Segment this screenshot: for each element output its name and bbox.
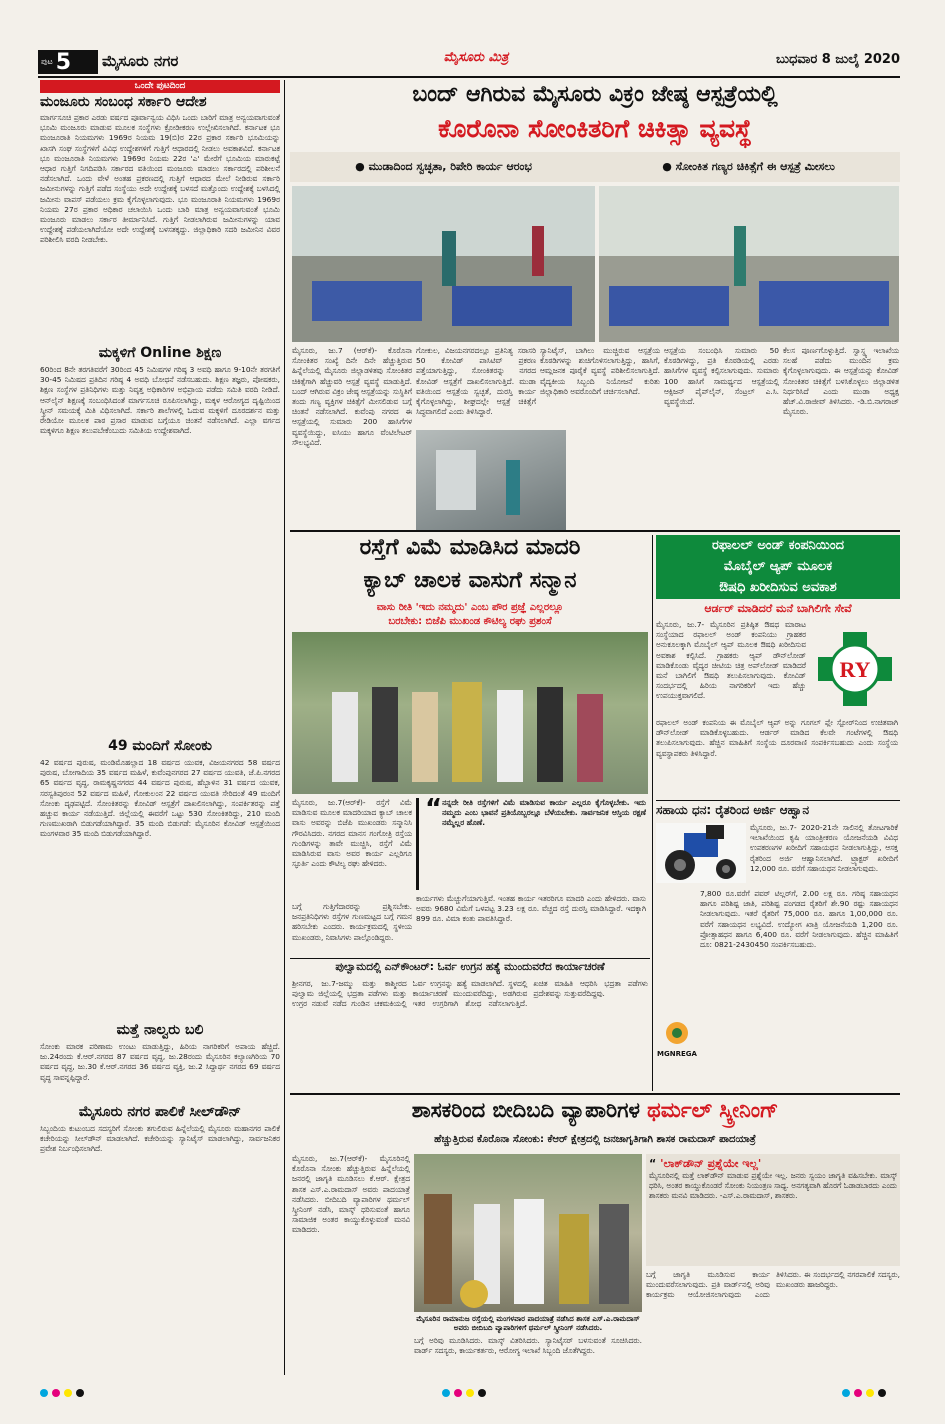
mla-photo: [414, 1154, 642, 1312]
hospital-inset-photo: [416, 430, 566, 530]
page-number-box: [38, 50, 98, 74]
pharmacy-logo: [812, 626, 898, 712]
hospital-room-illustration: [599, 186, 899, 342]
cab-headline-2: ಕ್ಯಾಬ್ ಚಾಲಕ ವಾಸುಗೆ ಸನ್ಮಾನ: [363, 568, 577, 593]
cab-bottom-rule: [290, 958, 650, 959]
cmyk-marks-left: [38, 1382, 98, 1392]
pharmacy-headline-1: ರಫಾಲಲ್ ಅಂಡ್ ಕಂಪನಿಯಿಂದ: [711, 538, 845, 553]
lockdown-quote-body: ಮೈಸೂರಿನಲ್ಲಿ ಮತ್ತೆ ಲಾಕ್‌ಡೌನ್ ಮಾಡುವ ಪ್ರಶ್ನೆಯೇ ಇಲ್ಲ. ಜನರು ಸ್ವಯಂ ಜಾಗೃತಿ ವಹಿಸಬೇಕು. ಮಾಸ್ಕ್ ಧರಿಸಿ, ಅಂತರ ಕಾಯ್ದುಕೊಂಡರೆ ಸೋಂಕು ನಿಯಂತ್ರಣ ಸಾಧ್ಯ. ಅನಗತ್ಯವಾಗಿ ಹೊರಗೆ ಓಡಾಡಬಾರದು ಎಂದು ಶಾಸಕರು ಮನವಿ ಮಾಡಿದರು. -ಎಸ್.ಎ.ರಾಮದಾಸ್, ಶಾಸಕರು.: [649, 1171, 897, 1201]
cmyk-black-dot: [478, 1389, 486, 1397]
encounter-body: ಶ್ರೀನಗರ, ಜು.7-ಜಮ್ಮು ಮತ್ತು ಕಾಶ್ಮೀರದ ಪುಲ್ವಾಮ ಜಿಲ್ಲೆಯಲ್ಲಿ ಭದ್ರತಾ ಪಡೆಗಳು ಮತ್ತು ಉಗ್ರರ ನಡುವೆ ನಡೆದ ಗುಂಡಿನ ಚಕಮಕಿಯಲ್ಲಿ ಓರ್ವ ಉಗ್ರನನ್ನು ಹತ್ಯೆ ಮಾಡಲಾಗಿದೆ. ಸ್ಥಳದಲ್ಲಿ ಕಾರ್ಯಾಚರಣೆ ಮುಂದುವರೆದಿದ್ದು, ಅಡಗಿರುವ ಇತರ ಉಗ್ರರಿಗಾಗಿ ಶೋಧ ನಡೆಸಲಾಗುತ್ತಿದೆ. ಖಚಿತ ಮಾಹಿತಿ ಆಧರಿಸಿ ಭದ್ರತಾ ಪಡೆಗಳು ಪ್ರದೇಶವನ್ನು ಸುತ್ತುವರೆದಿದ್ದವು.: [292, 979, 648, 1009]
pharmacy-bottom-rule: [656, 800, 900, 801]
quote-mark-icon: “: [649, 1157, 657, 1170]
pharmacy-subhead: ಆರ್ಡರ್ ಮಾಡಿದರೆ ಮನೆ ಬಾಗಿಲಿಗೇ ಸೇವೆ: [704, 602, 852, 615]
mla-subheadline: ಹೆಚ್ಚುತ್ತಿರುವ ಕೊರೊನಾ ಸೋಂಕು: ಕೆಆರ್ ಕ್ಷೇತ್ರದಲ್ಲಿ ಜನಜಾಗೃತಿಗಾಗಿ ಶಾಸಕ ರಾಮದಾಸ್ ಪಾದಯಾತ್ರೆ: [434, 1134, 756, 1145]
cmyk-cyan-dot: [40, 1389, 48, 1397]
hospital-bullets-bar: [290, 152, 900, 182]
mla-body-2: ಬಗ್ಗೆ ಅರಿವು ಮೂಡಿಸಿದರು. ಮಾಸ್ಕ್ ವಿತರಿಸಿದರು. ಸ್ಯಾನಿಟೈಸರ್ ಬಳಸುವಂತೆ ಸೂಚಿಸಿದರು. ವಾರ್ಡ್ ಸದಸ್ಯರು, ಕಾರ್ಯಕರ್ತರು, ಆರೋಗ್ಯ ಇಲಾಖೆ ಸಿಬ್ಬಂದಿ ಜೊತೆಗಿದ್ದರು.: [414, 1336, 642, 1356]
cmyk-magenta-dot: [454, 1389, 462, 1397]
cab-body-2: ಬಗ್ಗೆ ಗುತ್ತಿಗೆದಾರರನ್ನು ಪ್ರಶ್ನಿಸಬೇಕು. ಜನಪ್ರತಿನಿಧಿಗಳು ರಸ್ತೆಗಳ ಗುಣಮಟ್ಟದ ಬಗ್ಗೆ ಗಮನ ಹರಿಸಬೇಕು ಎಂದರು. ಕಾರ್ಯಕ್ರಮದಲ್ಲಿ ಸ್ಥಳೀಯ ಮುಖಂಡರು, ನಿವಾಸಿಗಳು ಪಾಲ್ಗೊಂಡಿದ್ದರು.: [292, 902, 412, 942]
cmyk-magenta-dot: [52, 1389, 60, 1397]
mla-headline: [290, 1098, 900, 1132]
subsidy-body-2: 7,800 ರೂ.ವರೆಗೆ ಪವರ್ ಟಿಲ್ಲರ್‌ಗೆ, 2.00 ಲಕ್ಷ ರೂ. ಗರಿಷ್ಠ ಸಹಾಯಧನ ಹಾಗೂ ಪರಿಶಿಷ್ಟ ಜಾತಿ, ಪರಿಶಿಷ್ಟ ಪಂಗಡದ ರೈತರಿಗೆ ಶೇ.90 ರಷ್ಟು ಸಹಾಯಧನ ನೀಡಲಾಗುವುದು. ಇತರೆ ರೈತರಿಗೆ 75,000 ರೂ. ಹಾಗೂ 1,00,000 ರೂ. ವರೆಗೆ ಸಹಾಯಧನ ಲಭ್ಯವಿದೆ. ಉದ್ಯೋಗ ಖಾತ್ರಿ ಯೋಜನೆಯಡಿ 1,200 ರೂ. ಪ್ರೋತ್ಸಾಹಧನ ಹಾಗೂ 6,400 ರೂ. ವರೆಗೆ ನೀಡಲಾಗುವುದು. ಹೆಚ್ಚಿನ ಮಾಹಿತಿಗೆ ದೂ: 0821-2430450 ಸಂಪರ್ಕಿಸಬಹುದು.: [700, 889, 898, 950]
mgnrega-logo: [656, 1020, 698, 1060]
group-felicitation-illustration: [292, 632, 648, 794]
left-strip: ಒಂದೇ ಪುಟದಿಂದ: [40, 80, 280, 93]
cmyk-yellow-dot: [466, 1389, 474, 1397]
cmyk-yellow-dot: [866, 1389, 874, 1397]
hospital-photo-right: [599, 186, 899, 342]
subsidy-body-1: ಮೈಸೂರು, ಜು.7- 2020-21ನೇ ಸಾಲಿನಲ್ಲಿ ತೋಟಗಾರಿಕೆ ಇಲಾಖೆಯಿಂದ ಕೃಷಿ ಯಾಂತ್ರೀಕರಣ ಯೋಜನೆಯಡಿ ವಿವಿಧ ಉಪಕರಣಗಳ ಖರೀದಿಗೆ ಸಹಾಯಧನ ನೀಡಲಾಗುತ್ತಿದ್ದು, ಆಸಕ್ತ ರೈತರಿಂದ ಅರ್ಜಿ ಆಹ್ವಾನಿಸಲಾಗಿದೆ. ಟ್ರ್ಯಾಕ್ಟರ್ ಖರೀದಿಗೆ 12,000 ರೂ. ವರೆಗೆ ಸಹಾಯಧನ ನೀಡಲಾಗುವುದು.: [750, 823, 898, 873]
hospital-col-1: ಮೈಸೂರು, ಜು.7 (ಆರ್‌ಕೆ)- ಕೊರೊನಾ ಸೋಂಕಿತರ ಸಂಖ್ಯೆ ದಿನೇ ದಿನೇ ಹೆಚ್ಚುತ್ತಿರುವ ಹಿನ್ನೆಲೆಯಲ್ಲಿ ಮೈಸೂರು ಜಿಲ್ಲಾಡಳಿತವು ಸೋಂಕಿತರ ಚಿಕಿತ್ಸೆಗಾಗಿ ಹೆಚ್ಚುವರಿ ಆಸ್ಪತ್ರೆ ವ್ಯವಸ್ಥೆ ಮಾಡುತ್ತಿದೆ. ಬಂದ್ ಆಗಿರುವ ವಿಕ್ರಂ ಜೇಷ್ಠ ಆಸ್ಪತ್ರೆಯನ್ನು ಸುಸ್ಥಿತಿಗೆ ತಂದು ಗಣ್ಯ ವ್ಯಕ್ತಿಗಳ ಚಿಕಿತ್ಸೆಗೆ ಮೀಸಲಿಡುವ ಬಗ್ಗೆ ಚಿಂತನೆ ನಡೆಸಲಾಗಿದೆ. ಕುವೆಂಪು ನಗರದ ಈ ಆಸ್ಪತ್ರೆಯಲ್ಲಿ ಸುಮಾರು 200 ಹಾಸಿಗೆಗಳ ವ್ಯವಸ್ಥೆಯಿದ್ದು, ಐಸಿಯು ಹಾಗೂ ವೆಂಟಿಲೇಟರ್ ಸೌಲಭ್ಯವಿದೆ.: [292, 346, 412, 447]
left-paragraph-4: ಸೋಂಕು ಮಾರಕ ಪರಿಣಾಮ ಉಂಟು ಮಾಡುತ್ತಿದ್ದು, ಹಿರಿಯ ನಾಗರಿಕರಿಗೆ ಅಪಾಯ ಹೆಚ್ಚಿದೆ. ಜು.24ರಂದು ಕೆ.ಆರ್.ನಗರದ 87 ವರ್ಷದ ವೃದ್ಧ, ಜು.28ರಂದು ಮೈಸೂರಿನ ಕಲ್ಯಾಣಗಿರಿಯ 70 ವರ್ಷದ ವೃದ್ಧ, ಜು.30 ಕೆ.ಆರ್.ನಗರದ 36 ವರ್ಷದ ವ್ಯಕ್ತಿ, ಜು.2 ಸಿದ್ದಾರ್ಥ ನಗರದ 69 ವರ್ಷದ ವೃದ್ಧ ಸಾವನ್ನಪ್ಪಿದ್ದಾರೆ.: [40, 1042, 280, 1082]
cmyk-black-dot: [878, 1389, 886, 1397]
left-paragraph-3: 42 ವರ್ಷದ ಪುರುಷ, ಮಂಡಿಮೊಹಲ್ಲಾದ 18 ವರ್ಷದ ಯುವಕ, ವಿಜಯನಗರದ 58 ವರ್ಷದ ಪುರುಷ, ಬೋಗಾದಿಯ 35 ವರ್ಷದ ಮಹಿಳೆ, ಕುವೆಂಪುನಗರದ 27 ವರ್ಷದ ಯುವತಿ, ಜೆ.ಪಿ.ನಗರದ 65 ವರ್ಷದ ವೃದ್ಧ, ರಾಮಕೃಷ್ಣನಗರದ 44 ವರ್ಷದ ಪುರುಷ, ಹೆಬ್ಬಾಳಿನ 31 ವರ್ಷದ ಯುವಕ, ಸರಸ್ವತಿಪುರಂನ 52 ವರ್ಷದ ಮಹಿಳೆ, ಗೋಕುಲಂನ 22 ವರ್ಷದ ಯುವತಿ ಸೇರಿದಂತೆ 49 ಮಂದಿಗೆ ಸೋಂಕು ದೃಢಪಟ್ಟಿದೆ. ಸೋಂಕಿತರನ್ನು ಕೋವಿಡ್ ಆಸ್ಪತ್ರೆಗೆ ದಾಖಲಿಸಲಾಗಿದ್ದು, ಸಂಪರ್ಕಿತರನ್ನು ಪತ್ತೆ ಹಚ್ಚುವ ಕಾರ್ಯ ನಡೆಯುತ್ತಿದೆ. ಜಿಲ್ಲೆಯಲ್ಲಿ ಈವರೆಗೆ ಒಟ್ಟು 530 ಸೋಂಕಿತರಿದ್ದು, 210 ಮಂದಿ ಗುಣಮುಖರಾಗಿ ಬಿಡುಗಡೆಯಾಗಿದ್ದಾರೆ. 35 ಮಂದಿ ಬಿಡುಗಡೆ: ಮೈಸೂರಿನ ಕೋವಿಡ್ ಆಸ್ಪತ್ರೆಯಿಂದ ಮಂಗಳವಾರ 35 ಮಂದಿ ಬಿಡುಗಡೆಯಾಗಿದ್ದಾರೆ.: [40, 758, 280, 839]
cab-quote-box: [416, 794, 646, 890]
left-column-divider: [284, 80, 285, 1375]
tractor-image: [656, 823, 746, 883]
cmyk-marks-center: [440, 1382, 500, 1392]
lockdown-quote-title-text: 'ಲಾಕ್‌ಡೌನ್ ಪ್ರಶ್ನೆಯೇ ಇಲ್ಲ': [660, 1157, 762, 1170]
left-headline-5: ಮೈಸೂರು ನಗರ ಪಾಲಿಕೆ ಸೀಲ್‌ಡೌನ್: [78, 1104, 242, 1120]
mla-body-1: ಮೈಸೂರು, ಜು.7(ಆರ್‌ಕೆ)- ಮೈಸೂರಿನಲ್ಲಿ ಕೊರೊನಾ ಸೋಂಕು ಹೆಚ್ಚುತ್ತಿರುವ ಹಿನ್ನೆಲೆಯಲ್ಲಿ ಜನರಲ್ಲಿ ಜಾಗೃತಿ ಮೂಡಿಸಲು ಕೆ.ಆರ್. ಕ್ಷೇತ್ರದ ಶಾಸಕ ಎಸ್.ಎ.ರಾಮದಾಸ್ ಅವರು ಪಾದಯಾತ್ರೆ ನಡೆಸಿದರು. ಬೀದಿಬದಿ ವ್ಯಾಪಾರಿಗಳ ಥರ್ಮಲ್ ಸ್ಕ್ರೀನಿಂಗ್ ನಡೆಸಿ, ಮಾಸ್ಕ್ ಧರಿಸುವಂತೆ ಹಾಗೂ ಸಾಮಾಜಿಕ ಅಂತರ ಕಾಯ್ದುಕೊಳ್ಳುವಂತೆ ಮನವಿ ಮಾಡಿದರು.: [292, 1154, 410, 1235]
left-paragraph-2: 60ರಿಂದ 8ನೇ ತರಗತಿವರೆಗೆ 30ರಿಂದ 45 ನಿಮಿಷಗಳ ಗರಿಷ್ಠ 3 ಅವಧಿ ಹಾಗೂ 9-10ನೇ ತರಗತಿಗೆ 30-45 ನಿಮಿಷದ ಪ್ರತಿದಿನ ಗರಿಷ್ಠ 4 ಅವಧಿ ಬೋಧನೆ ನಡೆಸಬಹುದು. ಶಿಕ್ಷಣ ತಜ್ಞರು, ಪೋಷಕರು, ಶಿಕ್ಷಣ ಸಂಸ್ಥೆಗಳ ಪ್ರತಿನಿಧಿಗಳು ಮತ್ತು ನಿವೃತ್ತ ಅಧಿಕಾರಿಗಳ ಅಭಿಪ್ರಾಯ ಪಡೆದು ಸಮಿತಿ ವರದಿ ನೀಡಿದೆ. ಆನ್‌ಲೈನ್ ಶಿಕ್ಷಣಕ್ಕೆ ಸಂಬಂಧಿಸಿದಂತೆ ಮಾರ್ಗಸೂಚಿ ರೂಪಿಸಲಾಗಿದ್ದು, ಮಕ್ಕಳ ಆರೋಗ್ಯದ ದೃಷ್ಟಿಯಿಂದ ಸ್ಕ್ರೀನ್ ಸಮಯಕ್ಕೆ ಮಿತಿ ವಿಧಿಸಲಾಗಿದೆ. ಸರ್ಕಾರಿ ಶಾಲೆಗಳಲ್ಲಿ ಓದುವ ಮಕ್ಕಳಿಗೆ ದೂರದರ್ಶನ ಮತ್ತು ರೇಡಿಯೋ ಮೂಲಕ ಪಾಠ ಪ್ರಸಾರ ಮಾಡುವ ಬಗ್ಗೆಯೂ ಚಿಂತನೆ ನಡೆಸಲಾಗಿದೆ. ಎಲ್ಲಾ ವರ್ಗದ ಮಕ್ಕಳಿಗೂ ಶಿಕ್ಷಣ ತಲುಪಬೇಕೆಂಬುದು ಸಮಿತಿಯ ಉದ್ದೇಶವಾಗಿದೆ.: [40, 365, 280, 436]
pharmacy-headline-2: ಮೊಬೈಲ್ ಆ್ಯಪ್ ಮೂಲಕ: [723, 559, 833, 574]
mla-headline-black: ಶಾಸಕರಿಂದ ಬೀದಿಬದಿ ವ್ಯಾಪಾರಿಗಳ: [411, 1098, 640, 1122]
cab-body-3: ಕಾರ್ಯಗಳು ಮೆಚ್ಚುಗೆಯಾಗುತ್ತಿವೆ. ಇಂತಹ ಕಾರ್ಯ ಇತರರಿಗೂ ಮಾದರಿ ಎಂದು ಹೇಳಿದರು. ವಾಸು ಅವರು 9680 ವಿಮೆಗೆ ಒಳಪಟ್ಟ 3.23 ಲಕ್ಷ ರೂ. ವೆಚ್ಚದ ರಸ್ತೆ ದುರಸ್ತಿ ಮಾಡಿಸಿದ್ದಾರೆ. ಇದಕ್ಕಾಗಿ 899 ರೂ. ವಿಮಾ ಕಂತು ಪಾವತಿಸಿದ್ದಾರೆ.: [416, 894, 646, 924]
lockdown-quote-title: [649, 1157, 897, 1171]
left-paragraph-5: ಸಿಬ್ಬಂದಿಯ ಕುಟುಂಬದ ಸದಸ್ಯರಿಗೆ ಸೋಂಕು ತಗುಲಿರುವ ಹಿನ್ನೆಲೆಯಲ್ಲಿ ಮೈಸೂರು ಮಹಾನಗರ ಪಾಲಿಕೆ ಕಚೇರಿಯನ್ನು ಸೀಲ್‌ಡೌನ್ ಮಾಡಲಾಗಿದೆ. ಕಚೇರಿಯನ್ನು ಸ್ಯಾನಿಟೈಸ್ ಮಾಡಲಾಗಿದ್ದು, ಸಾರ್ವಜನಿಕರ ಪ್ರವೇಶ ನಿರ್ಬಂಧಿಸಲಾಗಿದೆ.: [40, 1124, 280, 1154]
issue-date: ಬುಧವಾರ 8 ಜುಲೈ 2020: [776, 52, 900, 67]
mla-photo-caption: ಮೈಸೂರಿನ ರಾಮಾನುಜ ರಸ್ತೆಯಲ್ಲಿ ಮಂಗಳವಾರ ಪಾದಯಾತ್ರೆ ನಡೆಸಿದ ಶಾಸಕ ಎಸ್.ಎ.ರಾಮದಾಸ್ ಅವರು ಬೀದಿಬದಿ ವ್ಯಾಪಾರಿಗಳಿಗೆ ಥರ್ಮಲ್ ಸ್ಕ್ರೀನಿಂಗ್ ನಡೆಸಿದರು.: [416, 1314, 640, 1332]
paper-name: ಮೈಸೂರು ಮಿತ್ರ: [443, 50, 509, 65]
cmyk-black-dot: [76, 1389, 84, 1397]
cab-sub-1: ವಾಸು ರೀತಿ 'ಇದು ನಮ್ಮದು' ಎಂಬ ಪೌರ ಪ್ರಜ್ಞೆ ಎಲ್ಲರಲ್ಲೂ: [376, 602, 564, 613]
section-name: ಮೈಸೂರು ನಗರ: [102, 52, 179, 70]
pharmacy-body-1: ಮೈಸೂರು, ಜು.7- ಮೈಸೂರಿನ ಪ್ರತಿಷ್ಠಿತ ಔಷಧ ಮಾರಾಟ ಸಂಸ್ಥೆಯಾದ ರಫಾಲಲ್ ಅಂಡ್ ಕಂಪನಿಯು ಗ್ರಾಹಕರ ಅನುಕೂಲಕ್ಕಾಗಿ ಮೊಬೈಲ್ ಆ್ಯಪ್ ಮೂಲಕ ಔಷಧಿ ಖರೀದಿಸುವ ಅವಕಾಶ ಕಲ್ಪಿಸಿದೆ. ಗ್ರಾಹಕರು ಆ್ಯಪ್ ಡೌನ್‌ಲೋಡ್ ಮಾಡಿಕೊಂಡು ವೈದ್ಯರ ಚೀಟಿಯ ಚಿತ್ರ ಅಪ್‌ಲೋಡ್ ಮಾಡಿದರೆ ಮನೆ ಬಾಗಿಲಿಗೆ ಔಷಧಿ ತಲುಪಿಸಲಾಗುವುದು. ಕೋವಿಡ್ ಸಂದರ್ಭದಲ್ಲಿ ಹಿರಿಯ ನಾಗರಿಕರಿಗೆ ಇದು ಹೆಚ್ಚು ಉಪಯುಕ್ತವಾಗಲಿದೆ.: [656, 620, 806, 701]
cab-sub-2: ಬರಬೇಕು: ಬಿಜೆಪಿ ಮುಖಂಡ ಕೌಟಿಲ್ಯ ರಘು ಪ್ರಶಂಸೆ: [388, 616, 552, 627]
mla-body-3: ಬಗ್ಗೆ ಜಾಗೃತಿ ಮೂಡಿಸುವ ಕಾರ್ಯ ಮುಂದುವರೆಸಲಾಗುವುದು. ಪ್ರತಿ ವಾರ್ಡ್‌ನಲ್ಲಿ ಅರಿವು ಕಾರ್ಯಕ್ರಮ ಆಯೋಜಿಸಲಾಗುವುದು ಎಂದು ತಿಳಿಸಿದರು. ಈ ಸಂದರ್ಭದಲ್ಲಿ ನಗರಪಾಲಿಕೆ ಸದಸ್ಯರು, ಮುಖಂಡರು ಹಾಜರಿದ್ದರು.: [646, 1270, 900, 1300]
quote-mark-icon: “: [425, 794, 443, 824]
subsidy-headline: ಸಹಾಯ ಧನ: ರೈತರಿಂದ ಅರ್ಜಿ ಆಹ್ವಾನ: [656, 803, 810, 817]
mgnrega-emblem-icon: [656, 1020, 698, 1046]
hospital-bullet-1: ● ಮುಡಾದಿಂದ ಸ್ವಚ್ಛತಾ, ರಿಪೇರಿ ಕಾರ್ಯ ಆರಂಭ: [355, 160, 532, 173]
hospital-headline-2: ಕೊರೊನಾ ಸೋಂಕಿತರಿಗೆ ಚಿಕಿತ್ಸಾ ವ್ಯವಸ್ಥೆ: [438, 114, 752, 143]
pharmacy-body-2: ರಫಾಲಲ್ ಅಂಡ್ ಕಂಪನಿಯ ಈ ಮೊಬೈಲ್ ಆ್ಯಪ್ ಅನ್ನು ಗೂಗಲ್ ಪ್ಲೇ ಸ್ಟೋರ್‌ನಿಂದ ಉಚಿತವಾಗಿ ಡೌನ್‌ಲೋಡ್ ಮಾಡಿಕೊಳ್ಳಬಹುದು. ಆರ್ಡರ್ ಮಾಡಿದ ಕೆಲವೇ ಗಂಟೆಗಳಲ್ಲಿ ಔಷಧಿ ತಲುಪಿಸಲಾಗುವುದು. ಹೆಚ್ಚಿನ ಮಾಹಿತಿಗೆ ಸಂಸ್ಥೆಯ ದೂರವಾಣಿ ಸಂಪರ್ಕಿಸಬಹುದು ಎಂದು ಸಂಸ್ಥೆಯ ವ್ಯವಸ್ಥಾಪಕರು ತಿಳಿಸಿದ್ದಾರೆ.: [656, 718, 898, 758]
mgnrega-label: MGNREGA: [657, 1050, 697, 1058]
hospital-bottom-rule: [290, 530, 900, 532]
cmyk-marks-right: [840, 1382, 900, 1392]
cmyk-cyan-dot: [842, 1389, 850, 1397]
cab-quote: ನನ್ನದೇ ರೀತಿ ರಸ್ತೆಗಳಿಗೆ ವಿಮೆ ಮಾಡಿಸುವ ಕಾರ್ಯ ಎಲ್ಲರೂ ಕೈಗೊಳ್ಳಬೇಕು. ಇದು ನಮ್ಮದು ಎಂಬ ಭಾವನೆ ಪ್ರತಿಯೊಬ್ಬರಲ್ಲೂ ಬೆಳೆಯಬೇಕು. ಸಾರ್ವಜನಿಕ ಆಸ್ತಿಯ ರಕ್ಷಣೆ ನಮ್ಮೆಲ್ಲರ ಹೊಣೆ.: [442, 798, 646, 828]
left-headline-2: ಮಕ್ಕಳಿಗೆ Online ಶಿಕ್ಷಣ: [98, 345, 222, 361]
hospital-col-2: ಗೋಕುಲ, ವಿಜಯನಗರದಲ್ಲೂ ಪ್ರತಿನಿತ್ಯ ಸರಾಸರಿ 50 ಕೋವಿಡ್ ಪಾಸಿಟಿವ್ ಪ್ರಕರಣ ಪತ್ತೆಯಾಗುತ್ತಿದ್ದು, ಸೋಂಕಿತರನ್ನು ನಗರದ ಕೋವಿಡ್ ಆಸ್ಪತ್ರೆಗೆ ದಾಖಲಿಸಲಾಗುತ್ತಿದೆ. ಮುಡಾ ವತಿಯಿಂದ ಆಸ್ಪತ್ರೆಯ ಸ್ವಚ್ಛತೆ, ದುರಸ್ತಿ ಕಾರ್ಯ ಕೈಗೊಳ್ಳಲಾಗಿದ್ದು, ಶೀಘ್ರದಲ್ಲೇ ಆಸ್ಪತ್ರೆ ಚಿಕಿತ್ಸೆಗೆ ಸಿದ್ಧವಾಗಲಿದೆ ಎಂದು ತಿಳಿಸಿದ್ದಾರೆ.: [416, 346, 536, 417]
hospital-ward-illustration: [292, 186, 595, 342]
pharmacy-cross-logo-icon: [812, 626, 898, 712]
hospital-headline-1: ಬಂದ್ ಆಗಿರುವ ಮೈಸೂರು ವಿಕ್ರಂ ಜೇಷ್ಠ ಆಸ್ಪತ್ರೆಯಲ್ಲಿ: [412, 82, 778, 107]
masthead-rule: [38, 76, 900, 78]
lockdown-quote-box: [646, 1154, 900, 1266]
mla-headline-red: ಥರ್ಮಲ್ ಸ್ಕ್ರೀನಿಂಗ್: [647, 1098, 779, 1122]
left-headline-4: ಮತ್ತೆ ನಾಲ್ವರು ಬಲಿ: [116, 1022, 204, 1038]
encounter-bottom-rule: [290, 1093, 900, 1095]
hospital-col-5: ಕೆಲಸ ಪೂರ್ಣಗೊಳ್ಳುತ್ತಿದೆ. ಸ್ವಾಸ್ಥ್ಯ ಇಲಾಖೆಯ ಸಲಹೆ ಪಡೆದು ಮುಂದಿನ ಕ್ರಮ ಕೈಗೊಳ್ಳಲಾಗುವುದು. ಈ ಆಸ್ಪತ್ರೆಯನ್ನು ಕೋವಿಡ್ ಸೋಂಕಿತರ ಚಿಕಿತ್ಸೆಗೆ ಬಳಸಿಕೊಳ್ಳಲು ಜಿಲ್ಲಾಡಳಿತ ನಿರ್ಧರಿಸಿದೆ ಎಂದು ಮುಡಾ ಅಧ್ಯಕ್ಷ ಹೆಚ್.ವಿ.ರಾಜೀವ್ ತಿಳಿಸಿದರು. -ಡಿ.ಬಿ.ನಾಗರಾಜ್ ಮೈಸೂರು.: [783, 346, 899, 417]
cab-headline-1: ರಸ್ತೆಗೆ ವಿಮೆ ಮಾಡಿಸಿದ ಮಾದರಿ: [359, 535, 581, 560]
left-headline-3: 49 ಮಂದಿಗೆ ಸೋಂಕು: [108, 738, 212, 754]
cmyk-cyan-dot: [442, 1389, 450, 1397]
hospital-photo-left: [292, 186, 595, 342]
worker-cleaning-illustration: [416, 430, 566, 530]
middle-vertical-divider: [652, 535, 653, 1091]
cmyk-yellow-dot: [64, 1389, 72, 1397]
thermal-screening-illustration: [414, 1154, 642, 1312]
tractor-icon: [656, 823, 746, 883]
left-headline-1: ಮಂಜೂರು ಸಂಬಂಧ ಸರ್ಕಾರಿ ಆದೇಶ: [40, 94, 207, 110]
page-number: 5: [55, 49, 72, 75]
cab-body-1: ಮೈಸೂರು, ಜು.7(ಆರ್‌ಕೆ)- ರಸ್ತೆಗೆ ವಿಮೆ ಮಾಡಿಸುವ ಮೂಲಕ ಮಾದರಿಯಾದ ಕ್ಯಾಬ್ ಚಾಲಕ ವಾಸು ಅವರನ್ನು ಬಿಜೆಪಿ ಮುಖಂಡರು ಸನ್ಮಾನಿಸಿ ಗೌರವಿಸಿದರು. ನಗರದ ಮಾನಸ ಗಂಗೋತ್ರಿ ರಸ್ತೆಯ ಗುಂಡಿಗಳನ್ನು ತಾವೇ ಮುಚ್ಚಿಸಿ, ರಸ್ತೆಗೆ ವಿಮೆ ಮಾಡಿಸಿರುವ ವಾಸು ಅವರ ಕಾರ್ಯ ಎಲ್ಲರಿಗೂ ಸ್ಫೂರ್ತಿ ಎಂದು ಕೌಟಿಲ್ಯ ರಘು ಹೇಳಿದರು.: [292, 798, 412, 869]
page-prefix: ಪುಟ: [41, 57, 53, 66]
hospital-col-3: ಸ್ಯಾನಿಟೈಸ್, ಬಾಗಿಲು ಮುಚ್ಚಿರುವ ಆಸ್ಪತ್ರೆಯ ಕೊಠಡಿಗಳನ್ನು ಶುಚಿಗೊಳಿಸಲಾಗುತ್ತಿದ್ದು, ಹಾಸಿಗೆ, ಆಮ್ಲಜನಕ ಪೂರೈಕೆ ವ್ಯವಸ್ಥೆ ಪರಿಶೀಲಿಸಲಾಗುತ್ತಿದೆ. ವೈದ್ಯಕೀಯ ಸಿಬ್ಬಂದಿ ನಿಯೋಜನೆ ಕುರಿತು ಜಿಲ್ಲಾಧಿಕಾರಿ ಅವರೊಂದಿಗೆ ಚರ್ಚಿಸಲಾಗಿದೆ.: [540, 346, 660, 396]
hospital-col-4: ಆಸ್ಪತ್ರೆಯ ಸಂಬಂಧಿಸಿ ಸುಮಾರು 50 ಕೊಠಡಿಗಳಿದ್ದು, ಪ್ರತಿ ಕೊಠಡಿಯಲ್ಲಿ ಎರಡು ಹಾಸಿಗೆಗಳ ವ್ಯವಸ್ಥೆ ಕಲ್ಪಿಸಲಾಗುವುದು. ಸುಮಾರು 100 ಹಾಸಿಗೆ ಸಾಮರ್ಥ್ಯದ ಆಸ್ಪತ್ರೆಯಲ್ಲಿ ಆಕ್ಸಿಜನ್ ಪೈಪ್‌ಲೈನ್, ಸೆಂಟ್ರಲ್ ಎ.ಸಿ. ವ್ಯವಸ್ಥೆಯಿದೆ.: [664, 346, 779, 407]
cmyk-magenta-dot: [854, 1389, 862, 1397]
pharmacy-logo-letters: RY: [839, 657, 871, 682]
left-paragraph-1: ಮಾರ್ಗಸೂಚಿ ಪ್ರಕಾರ ಎರಡು ವರ್ಷದ ಪೂರ್ವಾನ್ವಯ ವಿಧಿಸಿ ಒಂದು ಬಾರಿಗೆ ಮಾತ್ರ ಅನ್ವಯವಾಗುವಂತೆ ಭೂಮಿ ಮಂಜೂರು ಮಾಡುವ ಮೂಲಕ ಸಂಸ್ಥೆಗಳು ಕ್ರೋಡೀಕರಣ ಉಲ್ಲೇಖಿಸಲಾಗಿದೆ. ಕರ್ನಾಟಕ ಭೂ ಮಂಜೂರಾತಿ ನಿಯಮಗಳು 1969ರ ನಿಯಮ 19(ಬಿ)ರ 22ರ ಪ್ರಕಾರ ಸರ್ಕಾರಿ ಭೂಮಿಯನ್ನು ಖಾಸಗಿ ಸಂಘ ಸಂಸ್ಥೆಗಳಿಗೆ ವಿವಿಧ ಉದ್ದೇಶಗಳಿಗೆ ಗುತ್ತಿಗೆ ಆಧಾರದಲ್ಲಿ ನೀಡಲು ಅವಕಾಶವಿದೆ. ಕರ್ನಾಟಕ ಭೂ ಮಂಜೂರಾತಿ ನಿಯಮಗಳು 1969ರ ನಿಯಮ 22ರ 'ಎ' ಮೇರೆಗೆ ಭೂಮಿಯ ಮಾರುಕಟ್ಟೆ ಆಧಾರ ಗುತ್ತಿಗೆ ನಿಗದಿಪಡಿಸಿ ಸರ್ಕಾರದ ವತಿಯಿಂದ ಮಂಜೂರು ಮಾಡಲು ಸರ್ಕಾರದಲ್ಲಿ ಪರಿಶೀಲನೆ ನಡೆಸಲಾಗಿದೆ. ಒಂದು ವೇಳೆ ಅಂತಹ ಪ್ರಕರಣದಲ್ಲಿ ಗುತ್ತಿಗೆ ಆಧಾರದ ಮೇಲೆ ನೀಡಿರುವ ಸರ್ಕಾರಿ ಜಮೀನುಗಳನ್ನು ಗುತ್ತಿಗೆ ಪಡೆದ ಸಂಸ್ಥೆಯು ಅದೇ ಉದ್ದೇಶಕ್ಕೆ ಬಳಸದೆ ಮತ್ತೊಂದು ಉದ್ದೇಶಕ್ಕೆ ಬಳಸಿದಲ್ಲಿ ಜಮೀನು ವಾಪಸ್ ಪಡೆಯಲು ಕ್ರಮ ಕೈಗೊಳ್ಳಲಾಗುವುದು. ಭೂ ಮಂಜೂರಾತಿ ನಿಯಮಗಳು 1969ರ ನಿಯಮ 27ರ ಪ್ರಕಾರ ಅಧಿಕಾರ ಚಲಾಯಿಸಿ ಒಂದು ಬಾರಿ ಮಾತ್ರ ಅನ್ವಯವಾಗುವಂತೆ ಭೂಮಿ ಮಂಜೂರು ಮಾಡಲು ಸರ್ಕಾರ ತೀರ್ಮಾನಿಸಿದೆ. ಗುತ್ತಿಗೆ ನೀಡಲಾಗಿರುವ ಜಮೀನುಗಳನ್ನು ಯಾವ ಉದ್ದೇಶಕ್ಕೆ ಪಡೆಯಲಾಗಿದೆಯೋ ಅದೇ ಉದ್ದೇಶಕ್ಕೆ ಬಳಸತಕ್ಕದ್ದು. ಜಿಲ್ಲಾಧಿಕಾರಿ ಸದರಿ ಜಮೀನಿನ ವಿವರ ಪರಿಶೀಲಿಸಿ ವರದಿ ನೀಡಬೇಕು.: [40, 113, 280, 245]
cab-photo: [292, 632, 648, 794]
pharmacy-headline-3: ಔಷಧಿ ಖರೀದಿಸುವ ಅವಕಾಶ: [719, 580, 837, 595]
hospital-bullet-2: ● ಸೋಂಕಿತ ಗಣ್ಯರ ಚಿಕಿತ್ಸೆಗೆ ಈ ಆಸ್ಪತ್ರೆ ಮೀಸಲು: [662, 160, 835, 173]
encounter-headline: ಪುಲ್ವಾಮದಲ್ಲಿ ಎನ್‌ಕೌಂಟರ್: ಓರ್ವ ಉಗ್ರನ ಹತ್ಯೆ ಮುಂದುವರೆದ ಕಾರ್ಯಾಚರಣೆ: [335, 961, 605, 973]
pharmacy-header: [656, 535, 900, 599]
